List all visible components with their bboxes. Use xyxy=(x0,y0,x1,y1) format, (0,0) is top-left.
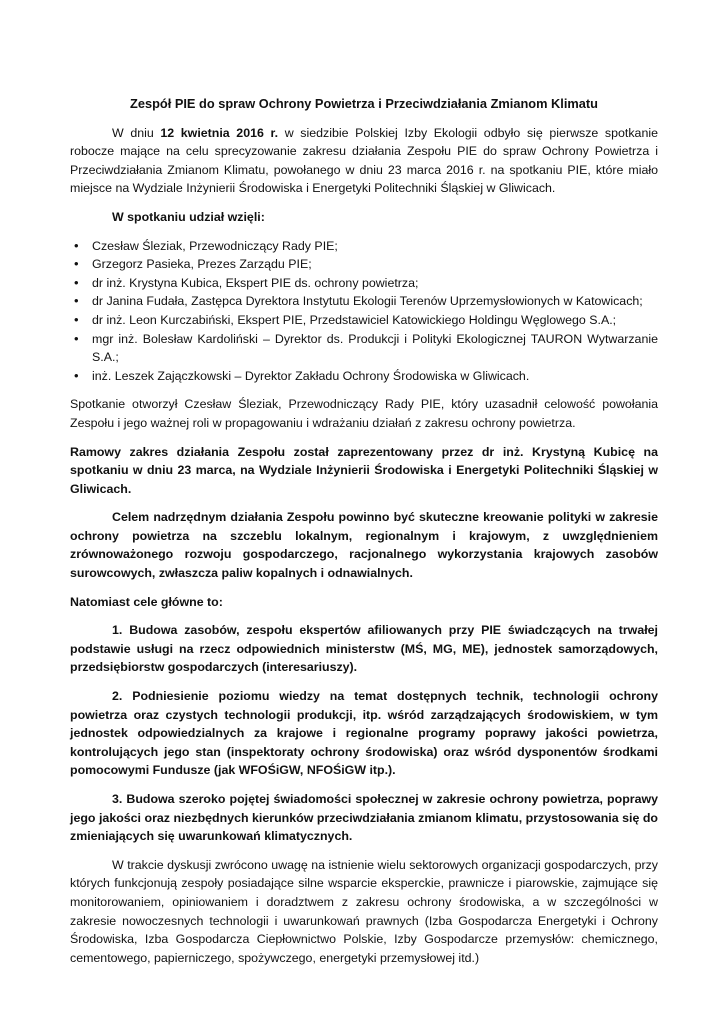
meeting-date: 12 kwietnia 2016 r. xyxy=(160,125,279,140)
participant-item: • Grzegorz Pasieka, Prezes Zarządu PIE; xyxy=(70,255,658,274)
main-goal-item: 3. Budowa szeroko pojętej świadomości społecznej w zakresie ochrony powietrza, poprawy jego jakości oraz niezbędnych kierunków przeciwdziałania zmianom klimatu, przystosowania się do zmieniających się uwarunkowań klimatycznych. xyxy=(70,792,658,844)
document-page xyxy=(70,95,658,977)
main-goal-item: 1. Budowa zasobów, zespołu ekspertów afiliowanych przy PIE świadczących na trwałej podstawie usługi na rzecz odpowiednich ministerstw (MŚ, MG, ME), jednostek samorządowych, przedsiębiorstw gospodarczych (interesariuszy). xyxy=(70,623,658,675)
intro-after-date: w siedzibie Polskiej Izby Ekologii odbyło się pierwsze spotkanie robocze mające na celu sprecyzowanie zakresu działania Zespołu PIE do spraw Ochrony Powietrza i Przeciwdziałania Zmianom Klimatu, powołanego w dniu 23 marca 2016 r. na spotkaniu PIE, które miało miejsce na Wydziale Inżynierii Środowiska i Energetyki Politechniki Śląskiej w Gliwicach. xyxy=(70,125,658,196)
participant-item: • dr inż. Krystyna Kubica, Ekspert PIE ds. ochrony powietrza; xyxy=(70,274,658,293)
participant-item: • inż. Leszek Zajączkowski – Dyrektor Zakładu Ochrony Środowiska w Gliwicach. xyxy=(70,367,658,386)
discussion-paragraph: W trakcie dyskusji zwrócono uwagę na istnienie wielu sektorowych organizacji gospodarczych, przy których funkcjonują zespoły posiadające silne wsparcie eksperckie, prawnicze i piarowskie, zajmujące się monitorowaniem, opiniowaniem i doradztwem z zakresu ochrony środowiska, a w szczególności w zakresie nowoczesnych technologii i uwarunkowań prawnych (Izba Gospodarcza Energetyki i Ochrony Środowiska, Izba Gospodarcza Ciepłownictwo Polskie, Izby Gospodarcze przemysłów: chemicznego, cementowego, papierniczego, spożywczego, energetyki przemysłowej itd.) xyxy=(70,857,658,965)
main-goals-heading: Natomiast cele główne to: xyxy=(70,594,223,609)
scope-paragraph: Ramowy zakres działania Zespołu został zaprezentowany przez dr inż. Krystyną Kubicę na spotkaniu w dniu 23 marca, na Wydziale Inżynierii Środowiska i Energetyki Politechniki Śląskiej w Gliwicach. xyxy=(70,444,658,496)
participant-item: • dr Janina Fudała, Zastępca Dyrektora Instytutu Ekologii Terenów Uprzemysłowionych w Katowicach; xyxy=(70,292,658,311)
intro-paragraph xyxy=(70,124,658,198)
participants-heading: W spotkaniu udział wzięli: xyxy=(112,209,265,224)
participants-list xyxy=(70,237,658,386)
goal-paragraph: Celem nadrzędnym działania Zespołu powinno być skuteczne kreowanie polityki w zakresie ochrony powietrza na szczeblu lokalnym, regionalnym i krajowym, z uwzględnieniem zrównoważonego rozwoju gospodarczego, racjonalnego wykorzystania krajowych zasobów surowcowych, zwłaszcza paliw kopalnych i odnawialnych. xyxy=(70,510,658,581)
intro-before-date: W dniu xyxy=(112,125,161,140)
document-title: Zespół PIE do spraw Ochrony Powietrza i Przeciwdziałania Zmianom Klimatu xyxy=(130,96,598,111)
participant-item: • dr inż. Leon Kurczabiński, Ekspert PIE, Przedstawiciel Katowickiego Holdingu Węglowego S.A.; xyxy=(70,311,658,330)
opening-paragraph: Spotkanie otworzył Czesław Śleziak, Przewodniczący Rady PIE, który uzasadnił celowość powołania Zespołu i jego ważnej roli w propagowaniu i wdrażaniu działań z zakresu ochrony powietrza. xyxy=(70,397,658,430)
participant-item: • mgr inż. Bolesław Kardoliński – Dyrektor ds. Produkcji i Polityki Ekologicznej TAURON Wytwarzanie S.A.; xyxy=(70,330,658,367)
main-goal-item: 2. Podniesienie poziomu wiedzy na temat dostępnych technik, technologii ochrony powietrza oraz czystych technologii produkcji, itp. wśród zarządzających środowiskiem, w tym jednostek odpowiedzialnych za krajowe i regionalne programy poprawy jakości powietrza, kontrolujących jego stan (inspektoraty ochrony środowiska) oraz wśród dysponentów środkami pomocowymi Fundusze (jak WFOŚiGW, NFOŚiGW itp.). xyxy=(70,689,658,778)
participant-item: • Czesław Śleziak, Przewodniczący Rady PIE; xyxy=(70,237,658,256)
